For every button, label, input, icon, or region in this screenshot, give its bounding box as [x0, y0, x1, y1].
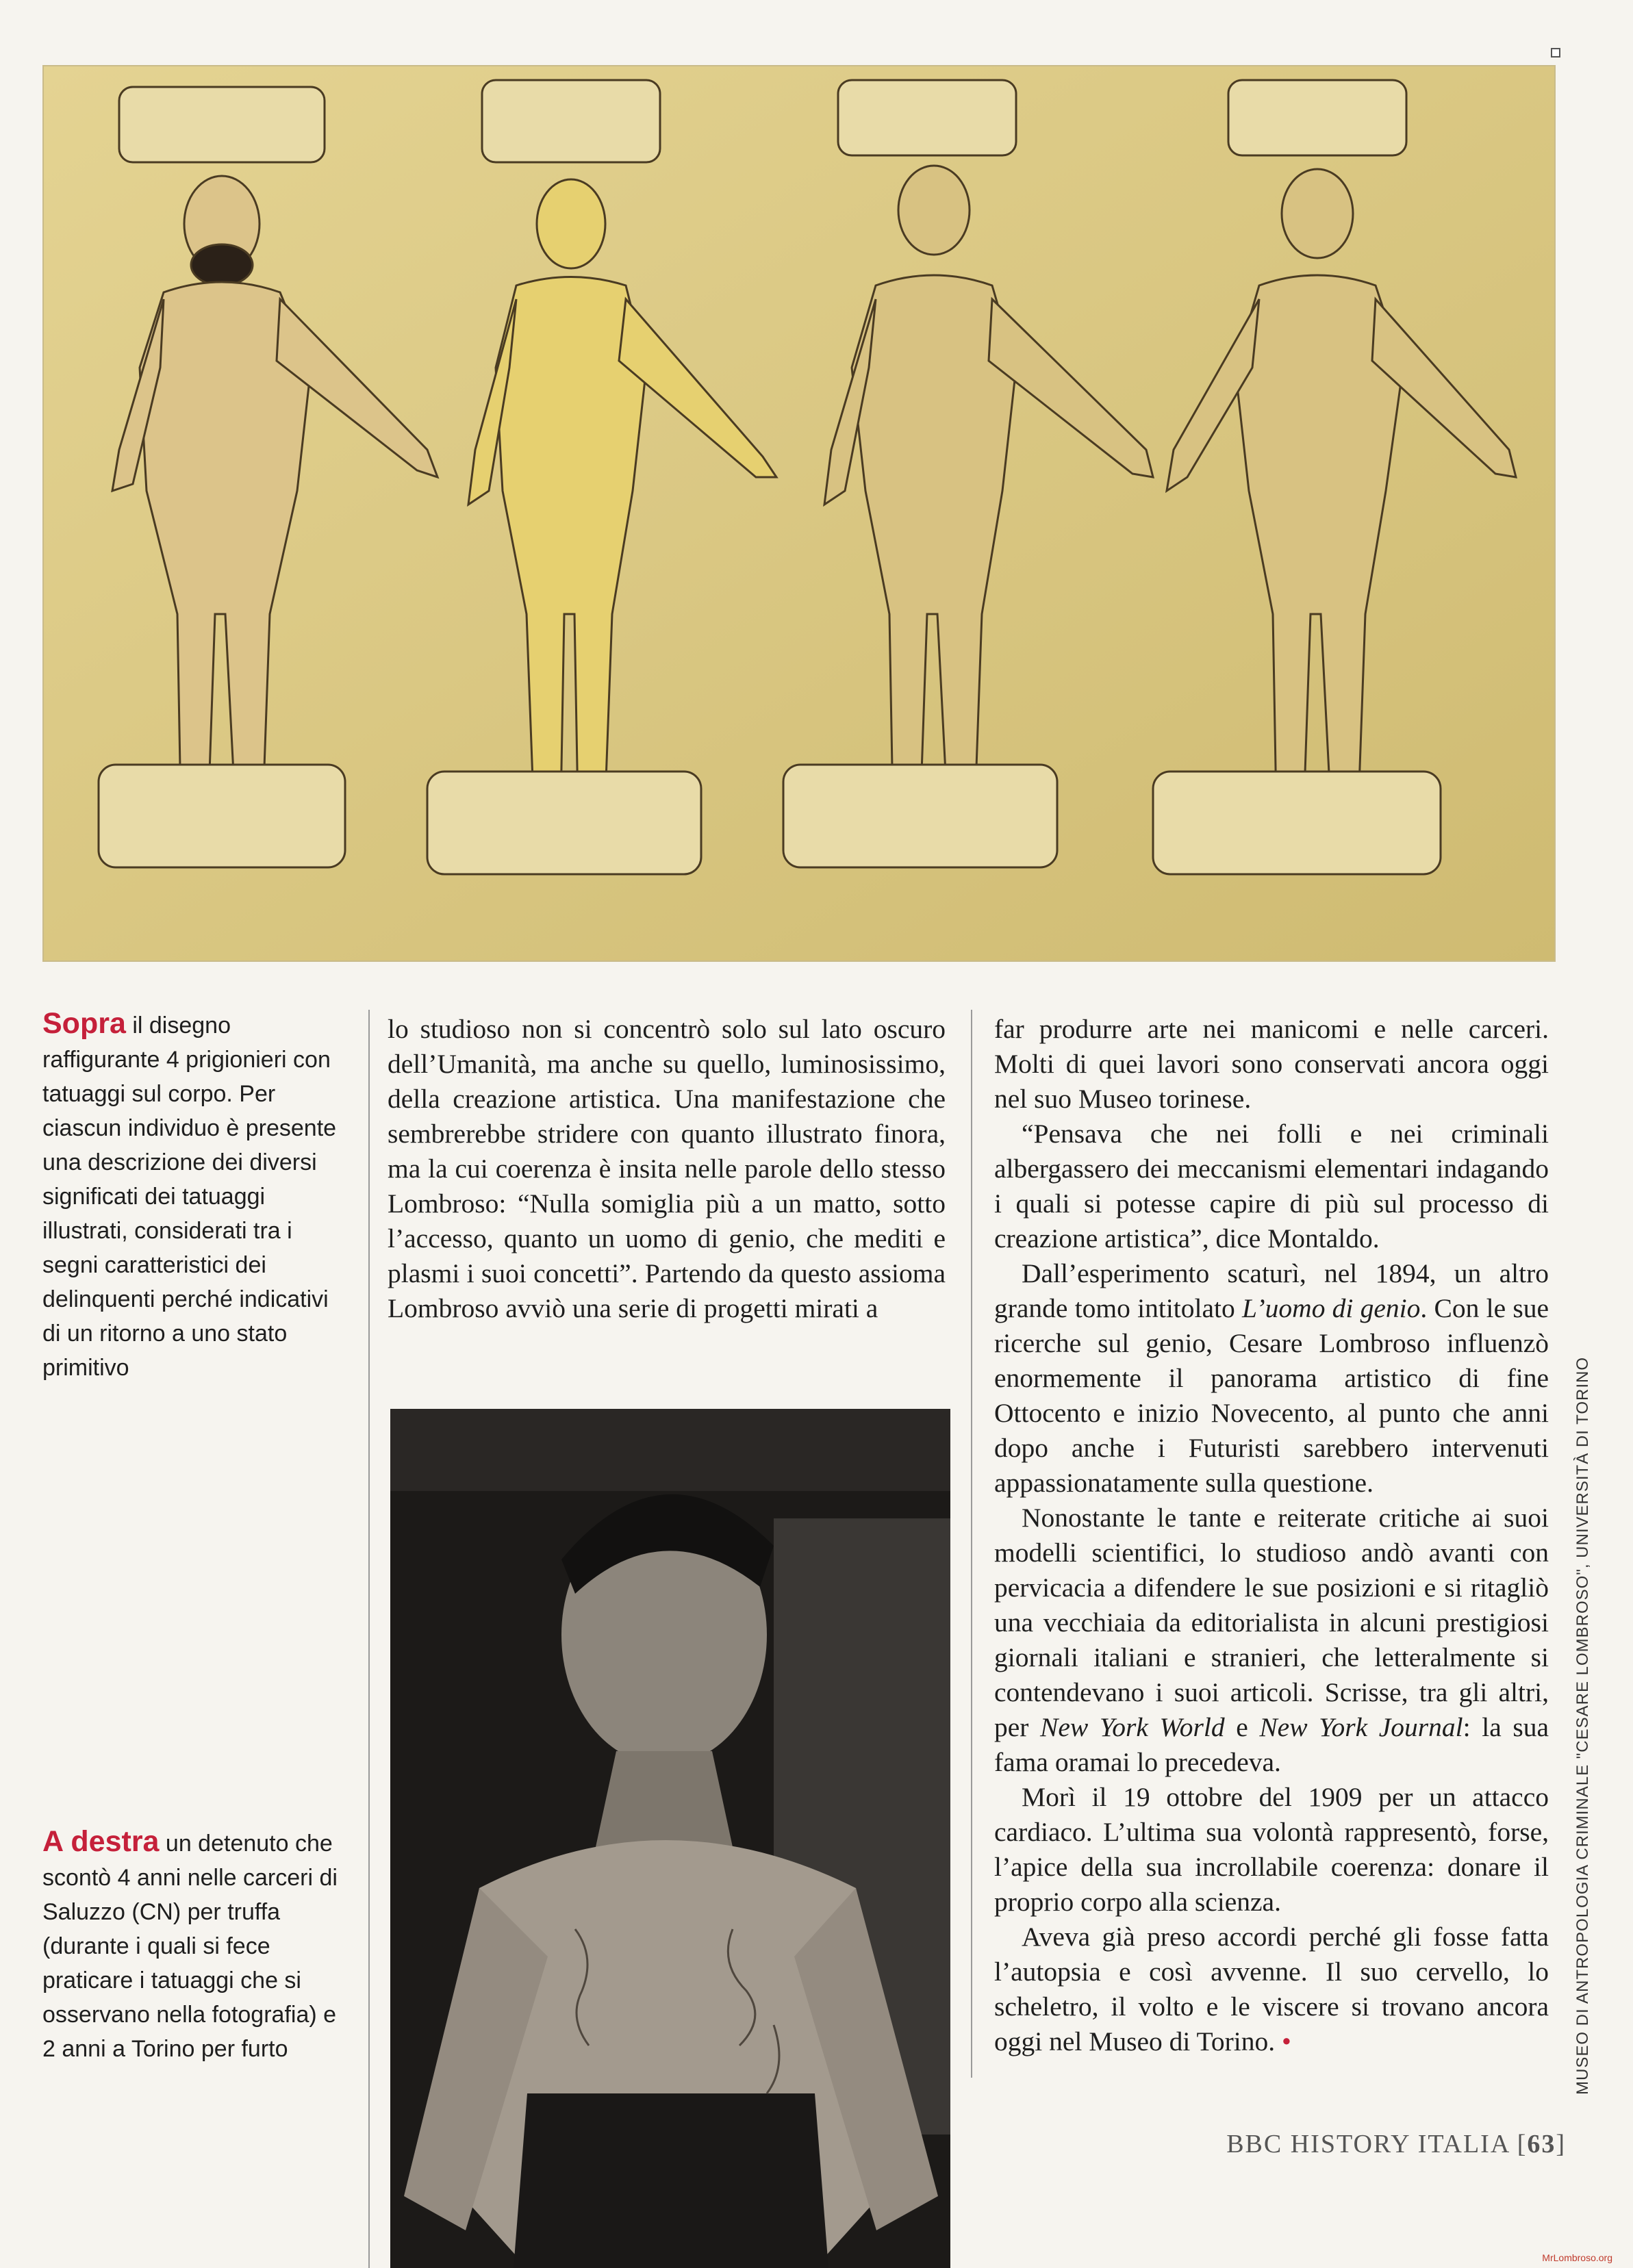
caption-top-text: il disegno raffigurante 4 prigionieri con tatuaggi sul corpo. Per ciascun individuo è presente una descrizione dei diversi significati dei tatuaggi illustrati, considerati tra i segni caratteristici dei delinquenti perché indicativi di un ritorno a uno stato primitivo	[42, 1012, 337, 1381]
caption-top	[42, 1006, 344, 1385]
folio-bracket-open: [	[1509, 2130, 1528, 2158]
tattooed-prisoner-photo	[390, 1409, 950, 2268]
column-divider-left	[368, 1010, 370, 2268]
caption-top-lead: Sopra	[42, 1007, 126, 1040]
p4-conjunction: e	[1224, 1712, 1260, 1742]
corner-mark	[1551, 48, 1560, 58]
newspaper-new-york-world: New York World	[1040, 1712, 1225, 1742]
right-paragraph-4	[994, 1501, 1549, 1780]
prisoners-drawing	[44, 66, 1554, 960]
right-paragraph-5: Morì il 19 ottobre del 1909 per un attacco cardiaco. L’ultima sua volontà rappresentò, forse, l’apice della sua incrollabile coerenza: donare il proprio corpo alla scienza.	[994, 1782, 1549, 1917]
book-title-uomo-di-genio: L’uomo di genio	[1242, 1293, 1421, 1323]
right-paragraph-1: far produrre arte nei manicomi e nelle carceri. Molti di quei lavori sono conservati ancora oggi nel suo Museo torinese.	[994, 1014, 1549, 1114]
prisoner-photo-drawing	[390, 1409, 950, 2268]
tattoo-drawing-illustration	[42, 65, 1556, 962]
right-paragraph-2: “Pensava che nei folli e nei criminali albergassero dei meccanismi elementari indagando i quali si potesse capire di più sul processo di creazione artistica”, dice Montaldo.	[994, 1119, 1549, 1253]
newspaper-new-york-journal: New York Journal	[1259, 1712, 1463, 1742]
column-divider-right	[971, 1010, 972, 2078]
caption-right-text: un detenuto che scontò 4 anni nelle carceri di Saluzzo (CN) per truffa (durante i quali si fece praticare i tatuaggi che si osservano nella fotografia) e 2 anni a Torino per furto	[42, 1831, 338, 2062]
end-mark: •	[1275, 2026, 1291, 2056]
watermark: MrLombroso.org	[1542, 2252, 1612, 2263]
caption-right	[42, 1824, 344, 2066]
middle-column	[388, 1012, 946, 1326]
p3-text-b: . Con le sue ricerche sul genio, Cesare Lombroso influenzò enormemente il panorama artistico di fine Ottocento e inizio Novecento, al punto che anni dopo anche i Futuristi sarebbero intervenuti appassionatamente sulla questione.	[994, 1293, 1549, 1498]
caption-right-lead: A destra	[42, 1825, 160, 1858]
photo-credit: MUSEO DI ANTROPOLOGIA CRIMINALE "CESARE LOMBROSO", UNIVERSITÀ DI TORINO	[1573, 1356, 1592, 2095]
right-column	[994, 1012, 1549, 2059]
page-number: 63	[1527, 2130, 1556, 2158]
right-paragraph-3	[994, 1256, 1549, 1501]
p4-text-b: : la sua fama oramai lo precedeva.	[994, 1712, 1549, 1777]
p3-text-a: Dall’esperimento scaturì, nel 1894, un altro grande tomo intitolato	[994, 1258, 1549, 1323]
p6-text: Aveva già preso accordi perché gli fosse fatta l’autopsia e così avvenne. Il suo cervello, lo scheletro, il volto e le viscere si trovano ancora oggi nel Museo di Torino.	[994, 1922, 1549, 2056]
page-folio	[1226, 2129, 1566, 2159]
right-paragraph-6	[994, 1920, 1549, 2059]
folio-bracket-close: ]	[1556, 2130, 1566, 2158]
magazine-name: BBC HISTORY ITALIA	[1226, 2130, 1510, 2158]
middle-paragraph-1: lo studioso non si concentrò solo sul lato oscuro dell’Umanità, ma anche su quello, luminosissimo, della creazione artistica. Una manifestazione che sembrerebbe stridere con quanto illustrato finora, ma la cui coerenza è insita nelle parole dello stesso Lombroso: “Nulla somiglia più a un matto, sotto l’accesso, quanto un uomo di genio, che mediti e plasmi i suoi concetti”. Partendo da questo assioma Lombroso avviò una serie di progetti mirati a	[388, 1014, 946, 1323]
p4-text-a: Nonostante le tante e reiterate critiche ai suoi modelli scientifici, lo studioso andò avanti con pervicacia a difendere le sue posizioni e si ritagliò una vecchiaia da editorialista in alcuni prestigiosi giornali italiani e stranieri, che letteralmente si contendevano i suoi articoli. Scrisse, tra gli altri, per	[994, 1503, 1549, 1742]
